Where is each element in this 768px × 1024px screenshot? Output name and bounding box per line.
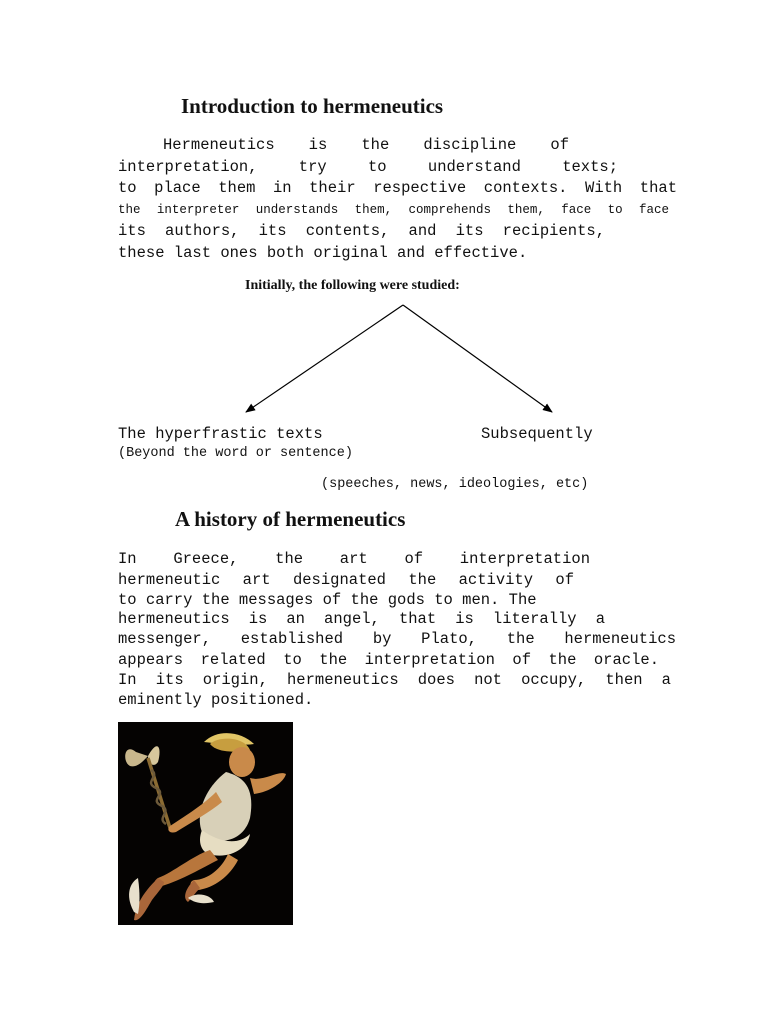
history-line-7: In its origin, hermeneutics does not occupy, then a bbox=[118, 671, 671, 689]
intro-line-6: these last ones both original and effective. bbox=[118, 244, 528, 262]
page-title: Introduction to hermeneutics bbox=[181, 94, 444, 118]
diagram-left-label: The hyperfrastic texts bbox=[118, 425, 323, 443]
arrow-right bbox=[403, 305, 552, 412]
history-line-6: appears related to the interpretation of the oracle. bbox=[118, 651, 659, 669]
intro-line-3: to place them in their respective contexts. With that bbox=[118, 179, 677, 197]
hermes-illustration bbox=[118, 722, 293, 925]
intro-line-4: the interpreter understands them, comprehends them, face to face bbox=[118, 203, 669, 217]
history-line-4: hermeneutics is an angel, that is literally a bbox=[118, 610, 605, 628]
section-heading-history: A history of hermeneutics bbox=[175, 507, 406, 531]
intro-line-1: Hermeneutics is the discipline of bbox=[163, 136, 569, 154]
history-line-3: to carry the messages of the gods to men. The bbox=[118, 591, 537, 609]
history-line-5: messenger, established by Plato, the hermeneutics bbox=[118, 630, 676, 648]
diagram-left-sub: (Beyond the word or sentence) bbox=[118, 446, 353, 461]
intro-line-5: its authors, its contents, and its recipients, bbox=[118, 222, 605, 240]
history-line-8: eminently positioned. bbox=[118, 691, 314, 709]
history-line-1: In Greece, the art of interpretation bbox=[118, 550, 590, 568]
diagram-heading: Initially, the following were studied: bbox=[245, 278, 460, 293]
intro-line-2: interpretation, try to understand texts; bbox=[118, 158, 618, 176]
diagram-right-label: Subsequently bbox=[481, 425, 593, 443]
diagram-right-sub: (speeches, news, ideologies, etc) bbox=[321, 477, 589, 492]
history-line-2: hermeneutic art designated the activity of bbox=[118, 571, 574, 589]
arrow-left bbox=[246, 305, 403, 412]
